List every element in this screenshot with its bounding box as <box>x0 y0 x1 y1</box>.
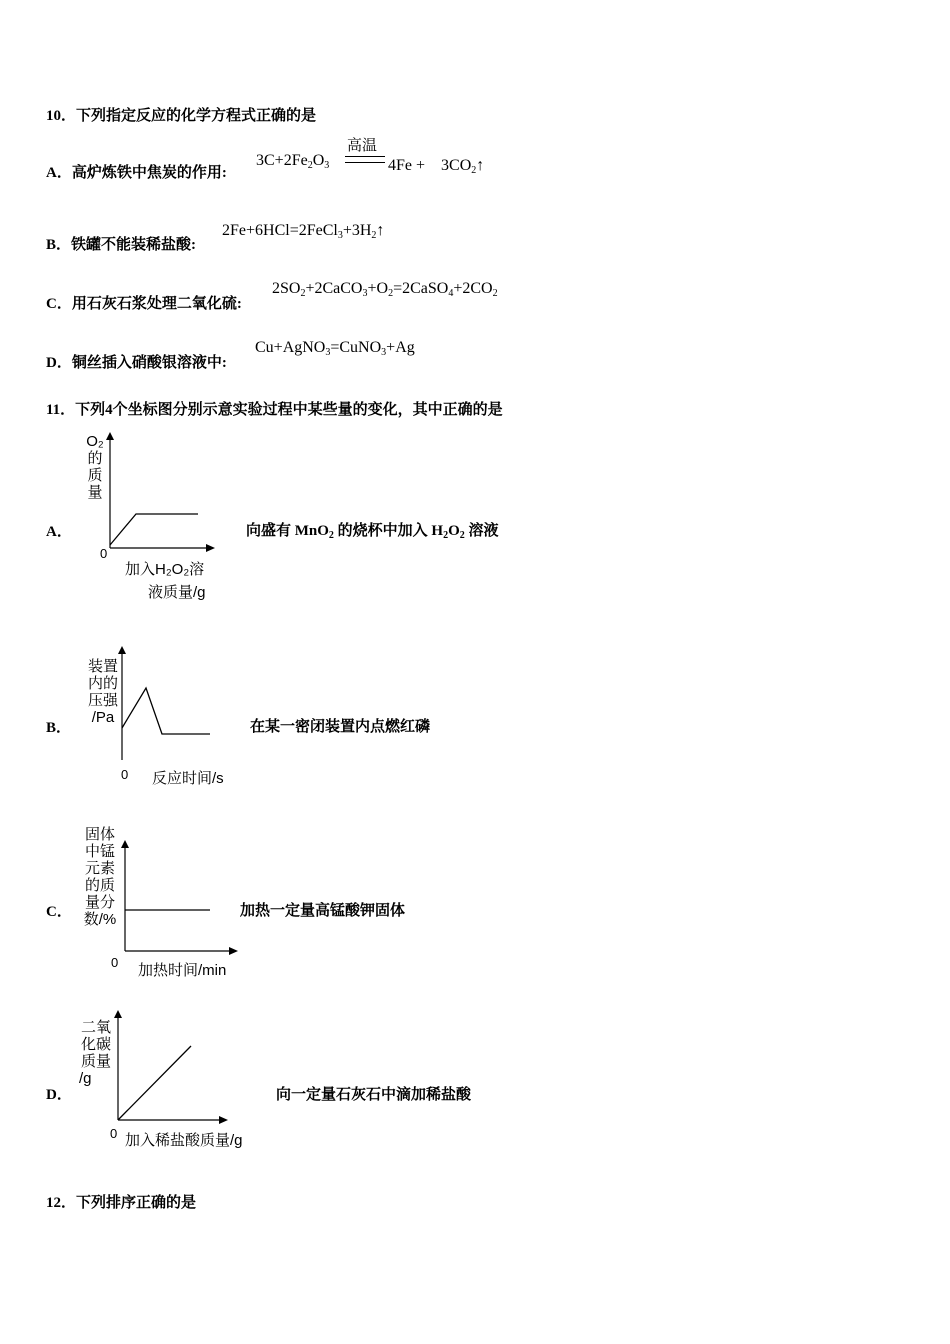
graph-b-plot <box>110 640 220 770</box>
graph-c-y-label: 固体 中锰 元素 的质 量分 数/% <box>83 826 117 928</box>
q10-option-a-equals-sign <box>345 156 385 163</box>
graph-c-x-label: 加热时间/min <box>138 962 227 979</box>
graph-c-caption: 加热一定量高锰酸钾固体 <box>240 903 406 919</box>
q10-option-a-equation-right: 4Fe + $3CO_2↑$ <box>388 157 485 176</box>
graph-a-x-label-1: 加入H₂O₂溶 <box>125 561 205 578</box>
q10-option-a-equation: $3C+2Fe_2O_3$ <box>256 152 330 171</box>
graph-a-y-label: O₂ 的 质 量 <box>86 433 104 501</box>
graph-d-x-label: 加入稀盐酸质量/g <box>125 1132 243 1149</box>
question-10-stem: 10．下列指定反应的化学方程式正确的是 <box>46 108 317 124</box>
graph-a-y-arrow <box>106 432 114 440</box>
q10-option-c-label: C．用石灰石浆处理二氧化硫: <box>46 296 242 312</box>
graph-d-origin: 0 <box>110 1126 118 1141</box>
q10-option-b-equation: $2Fe+6HCl=2FeCl_3+3H_2↑$ <box>222 222 385 241</box>
question-12-stem: 12．下列排序正确的是 <box>46 1195 197 1211</box>
q10-option-a-condition: 高温 <box>347 138 378 154</box>
q10-option-b-label: B．铁罐不能装稀盐酸: <box>46 237 197 253</box>
graph-a-plot <box>100 430 225 560</box>
q11-option-a-label: A． <box>46 524 72 540</box>
graph-b-caption: 在某一密闭装置内点燃红磷 <box>250 719 431 735</box>
graph-b-origin: 0 <box>121 767 129 782</box>
q10-option-d-equation: Cu+AgNO$_3$=CuNO$_3$+Ag <box>255 339 415 358</box>
graph-d-curve <box>118 1046 191 1120</box>
graph-d-x-arrow <box>219 1116 228 1124</box>
graph-d-caption: 向一定量石灰石中滴加稀盐酸 <box>276 1087 472 1103</box>
graph-d-plot <box>108 1008 233 1128</box>
q10-option-a-label: A．高炉炼铁中焦炭的作用: <box>46 165 227 181</box>
graph-b-y-label: 装置 内的 压强 /Pa <box>87 658 118 726</box>
graph-b-x-label: 反应时间/s <box>152 770 224 787</box>
q10-option-d-label: D．铜丝插入硝酸银溶液中: <box>46 355 227 371</box>
graph-b-curve <box>122 688 210 734</box>
graph-a-x-arrow <box>206 544 215 552</box>
graph-a-curve <box>110 514 198 545</box>
graph-c-origin: 0 <box>111 955 119 970</box>
graph-a-origin: 0 <box>100 546 108 561</box>
q11-option-c-label: C． <box>46 904 72 920</box>
graph-c-y-arrow <box>121 840 129 848</box>
question-11-stem: 11．下列4个坐标图分别示意实验过程中某些量的变化，其中正确的是 <box>46 402 503 418</box>
q11-option-b-label: B． <box>46 720 72 736</box>
graph-c-plot <box>115 838 240 958</box>
graph-d-y-arrow <box>114 1010 122 1018</box>
graph-a-caption: 向盛有 MnO$_2$ 的烧杯中加入 $H_2O_2$ 溶液 <box>246 523 499 541</box>
graph-a-x-label-2: 液质量/g <box>148 584 206 601</box>
q11-option-d-label: D． <box>46 1087 72 1103</box>
q10-option-c-equation: $2SO_2+2CaCO_3+O_2=2CaSO_4+2CO_2$ <box>272 280 498 299</box>
graph-d-y-label: 二氧 化碳 质量 /g <box>79 1019 111 1087</box>
graph-b-y-arrow <box>118 646 126 654</box>
graph-c-x-arrow <box>229 947 238 955</box>
